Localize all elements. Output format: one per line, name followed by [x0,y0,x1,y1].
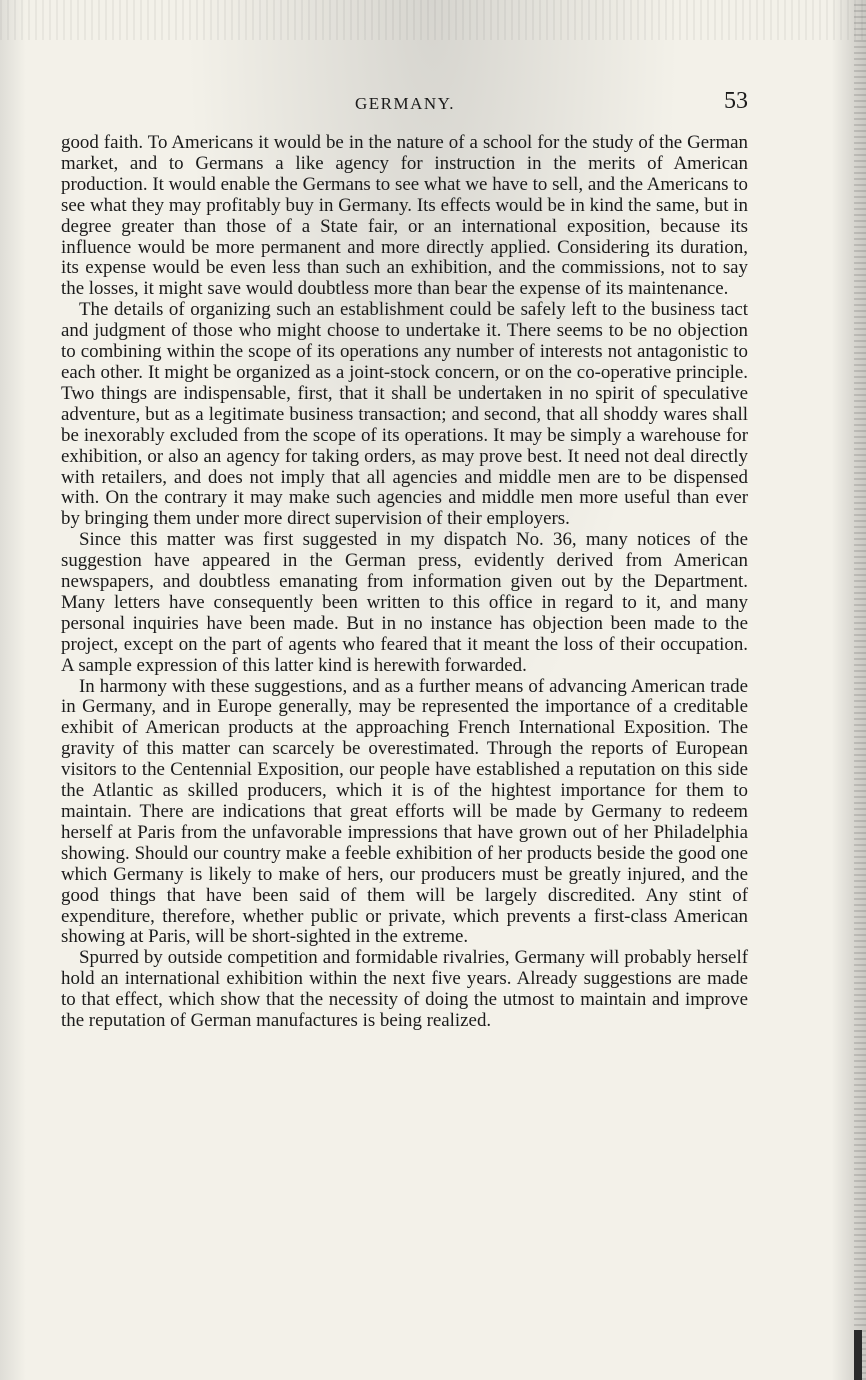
paragraph-3: Since this matter was first suggested in my dispatch No. 36, many notices of the suggestion have appeared in the German press, evidently derived from American newspapers, and doubtless emanating from information given out by the Department. Many letters have consequently been written to this office in regard to it, and many personal inquiries have been made. But in no instance has objection been made to the project, except on the part of agents who feared that it meant the loss of their occupation. A sample expression of this latter kind is herewith forwarded. [61,529,748,676]
running-head: GERMANY. [354,94,455,113]
scan-edge-right [854,0,866,1380]
paragraph-2: The details of organizing such an establishment could be safely left to the business tact and judgment of those who might choose to undertake it. There seems to be no objection to combining within the scope of its operations any number of interests not antagonistic to each other. It might be organized as a joint-stock concern, or on the co-operative principle. Two things are indispensable, first, that it shall be undertaken in no spirit of speculative adventure, but as a legitimate business transaction; and second, that all shoddy wares shall be inexorably excluded from the scope of its operations. It may be simply a warehouse for exhibition, or also an agency for taking orders, as may prove best. It need not deal directly with retailers, and does not imply that all agencies and middle men are to be dispensed with. On the contrary it may make such agencies and middle men more useful than ever by bringing them under more direct supervision of their employers. [61,299,748,530]
scan-noise-top [0,0,866,40]
paragraph-5: Spurred by outside competition and formidable rivalries, Germany will probably herself hold an international exhibition within the next five years. Already suggestions are made to that effect, which show that the necessity of doing the utmost to maintain and improve the reputation of German manufactures is being realized. [61,947,748,1032]
body-text [61,133,748,1032]
scan-edge-mark [854,1330,862,1380]
page-header [60,88,750,118]
paragraph-1: good faith. To Americans it would be in the nature of a school for the study of the German market, and to Germans a like agency for instruction in the merits of American production. It would enable the Germans to see what we have to sell, and the Americans to see what they may profitably buy in Germany. Its effects would be in kind the same, but in degree greater than those of a State fair, or an international exposition, because its influence would be more permanent and more directly applied. Considering its duration, its expense would be even less than such an exhibition, and the commissions, not to say the losses, it might save would doubtless more than bear the expense of its maintenance. [61,132,748,300]
page-number: 53 [724,88,748,114]
paragraph-4: In harmony with these suggestions, and as a further means of advancing American trade in Germany, and in Europe generally, may be represented the importance of a creditable exhibit of American products at the approaching French International Exposition. The gravity of this matter can scarcely be overestimated. Through the reports of European visitors to the Centennial Exposition, our people have established a reputation on this side the Atlantic as skilled producers, which it is of the hightest importance for them to maintain. There are indications that great efforts will be made by Germany to redeem herself at Paris from the unfavorable impressions that have grown out of her Philadelphia showing. Should our country make a feeble exhibition of her products beside the good one which Germany is likely to make of hers, our producers must be greatly injured, and the good things that have been said of them will be largely discredited. Any stint of expenditure, therefore, whether public or private, which prevents a first-class American showing at Paris, will be short-sighted in the extreme. [61,675,748,948]
